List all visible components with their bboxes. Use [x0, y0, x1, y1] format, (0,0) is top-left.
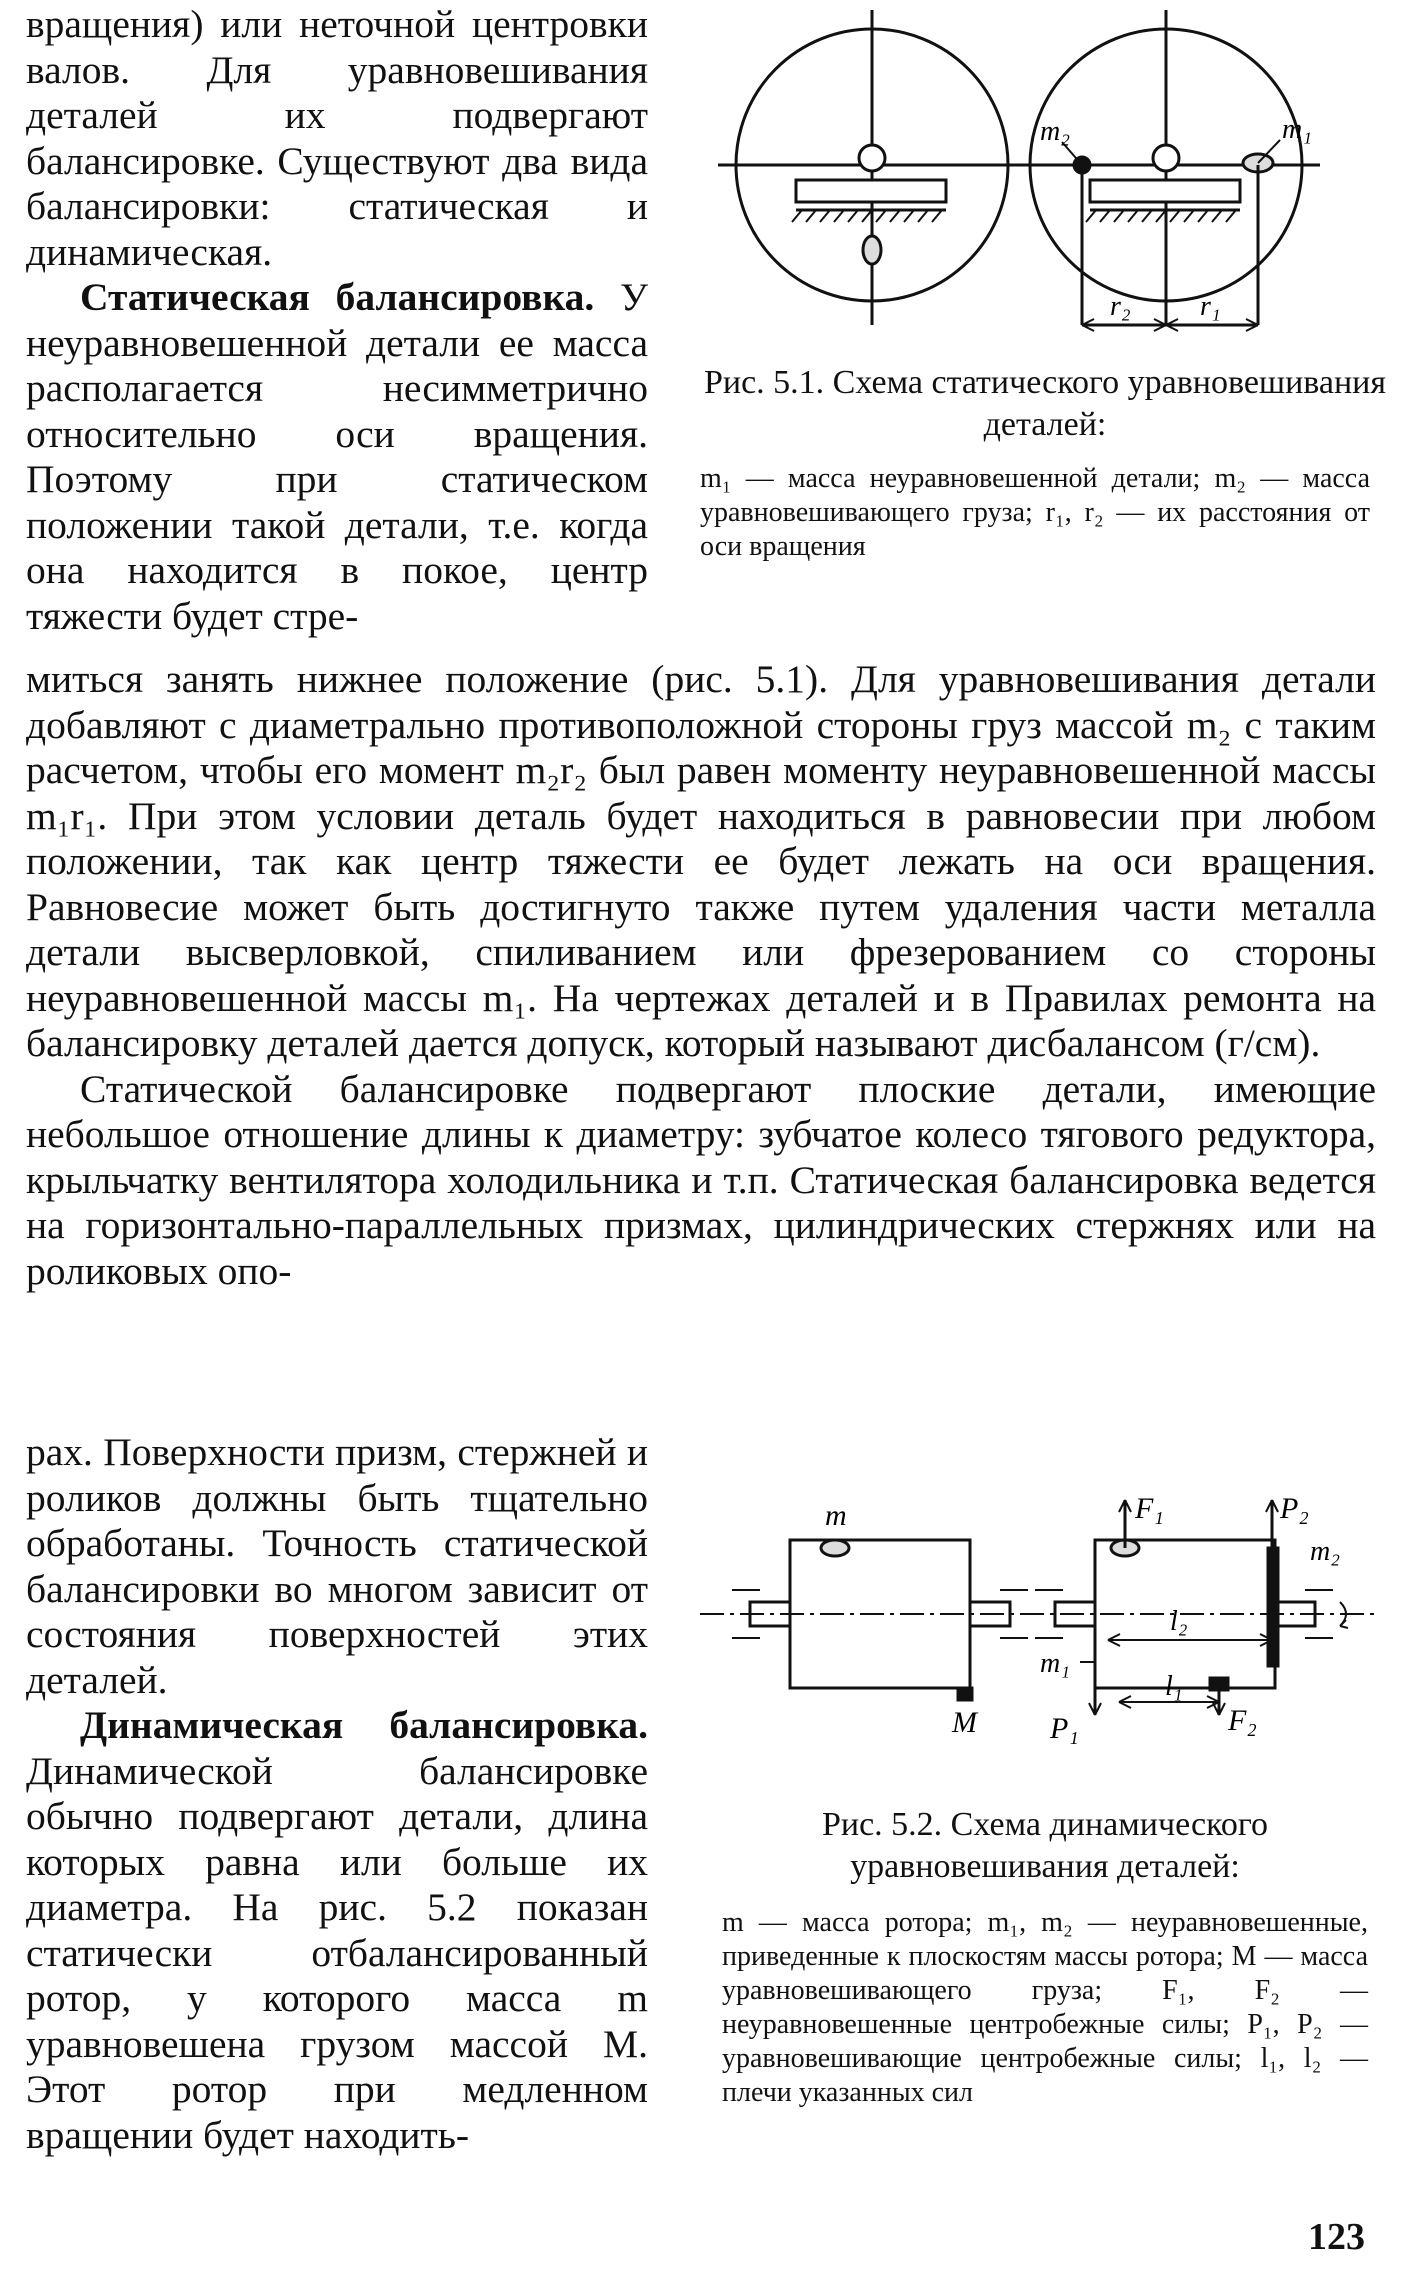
static-balancing-heading: Статическая балансировка.: [80, 275, 595, 319]
label-F1: F₁: [1135, 1492, 1164, 1525]
dynamic-balancing-heading: Динамическая балансировка.: [80, 1703, 648, 1747]
label-m1: m₁: [1040, 1648, 1070, 1679]
static-intro-text: У неуравновешенной детали ее масса располагается несимметрично относительно оси вращения. Поэтому при статическом положении такой детали, т.е. когда она находится в покое, центр тяжести будет стре-: [26, 275, 649, 638]
paragraph-balancing-intro: вращения) или неточной центровки валов. Для уравновешивания деталей их подвергают балансировке. Существуют два вида балансировки: статическая и динамическая.: [26, 2, 648, 274]
mass-m1-lower: [863, 236, 881, 264]
label-m2: m₂: [1310, 1536, 1340, 1567]
label-r1: r₁: [1200, 291, 1221, 322]
paragraph-static-applications: Статической балансировке подвергают плоские детали, имеющие небольшое отношение длины к диаметру: зубчатое колесо тягового редуктора, крыльчатку вентилятора холодильника и т.п. Статическая балансировка ведется на горизонтально-параллельных призмах, цилиндрических стержнях или на роликовых опо-: [26, 1066, 1376, 1293]
full-width-block: [26, 657, 1376, 1294]
label-P1: P₁: [1050, 1712, 1079, 1745]
mass-m: [821, 1540, 849, 1556]
paragraph-balancing-method: миться занять нижнее положение (рис. 5.1). Для уравновешивания детали добавляют с диаметрально противоположной стороны груз массой m₂ с таким расчетом, чтобы его момент m₂r₂ был равен моменту неуравновешенной массы m₁r₁. При этом условии деталь будет находиться в равновесии при любом положении, так как центр тяжести ее будет лежать на оси вращения. Равновесие может быть достигнуто также путем удаления части металла детали высверловкой, спиливанием или фрезерованием со стороны неуравновешенной массы m₁. На чертежах деталей и в Правилах ремонта на балансировку деталей дается допуск, который называют дисбалансом (г/см).: [26, 657, 1376, 1065]
dynamic-intro-text: Динамической балансировке обычно подвергают детали, длина которых равна или больше их диаметра. На рис. 5.2 показан статически отбалансированный ротор, у которого масса m уравновешена грузом массой M. Этот ротор при медленном вращении будет находить-: [26, 1748, 648, 2157]
paragraph-surfaces: рах. Поверхности призм, стержней и роликов должны быть тщательно обработаны. Точность статической балансировки во многом зависит от состояния поверхностей этих деталей.: [26, 1430, 648, 1702]
left-column-top: [26, 2, 648, 639]
left-column-bottom: [26, 1430, 648, 2158]
mass-m2-strip: [1268, 1548, 1278, 1666]
paragraph-static-intro: [26, 275, 648, 639]
figure-5-2-dynamic-balancing-diagram: [700, 1490, 1380, 1770]
figure-5-1-static-balancing-diagram: [710, 0, 1380, 340]
figure-5-2-title: Рис. 5.2. Схема динамического уравновешивания деталей:: [821, 1806, 1268, 1885]
label-m2: m₂: [1040, 116, 1070, 147]
page-number: 123: [1308, 2216, 1365, 2258]
paragraph-dynamic-intro: [26, 1703, 648, 2158]
label-P2: P₂: [1280, 1492, 1309, 1525]
label-m1: m₁: [1282, 114, 1312, 145]
label-M: M: [952, 1706, 977, 1739]
label-m: m: [825, 1499, 847, 1532]
mass-M: [958, 1688, 972, 1700]
label-F2: F₂: [1228, 1704, 1257, 1737]
figure-5-2-legend: m — масса ротора; m₁, m₂ — неуравновешенные, приведенные к плоскостям массы ротора; M — масса уравновешивающего груза; F₁, F₂ — неуравновешенные центробежные силы; P₁, P₂ — уравновешивающие центробежные силы; l₁, l₂ — плечи указанных сил: [722, 1907, 1368, 2108]
figure-5-1-title: Рис. 5.1. Схема статического уравновешивания деталей:: [703, 364, 1387, 443]
label-l1: l₁: [1165, 1671, 1183, 1702]
label-l2: l₂: [1170, 1606, 1188, 1637]
label-r2: r₂: [1110, 291, 1131, 322]
figure-5-1-legend: m₁ — масса неуравновешенной детали; m₂ — масса уравновешивающего груза; r₁, r₂ — их расстояния от оси вращения: [700, 463, 1370, 562]
